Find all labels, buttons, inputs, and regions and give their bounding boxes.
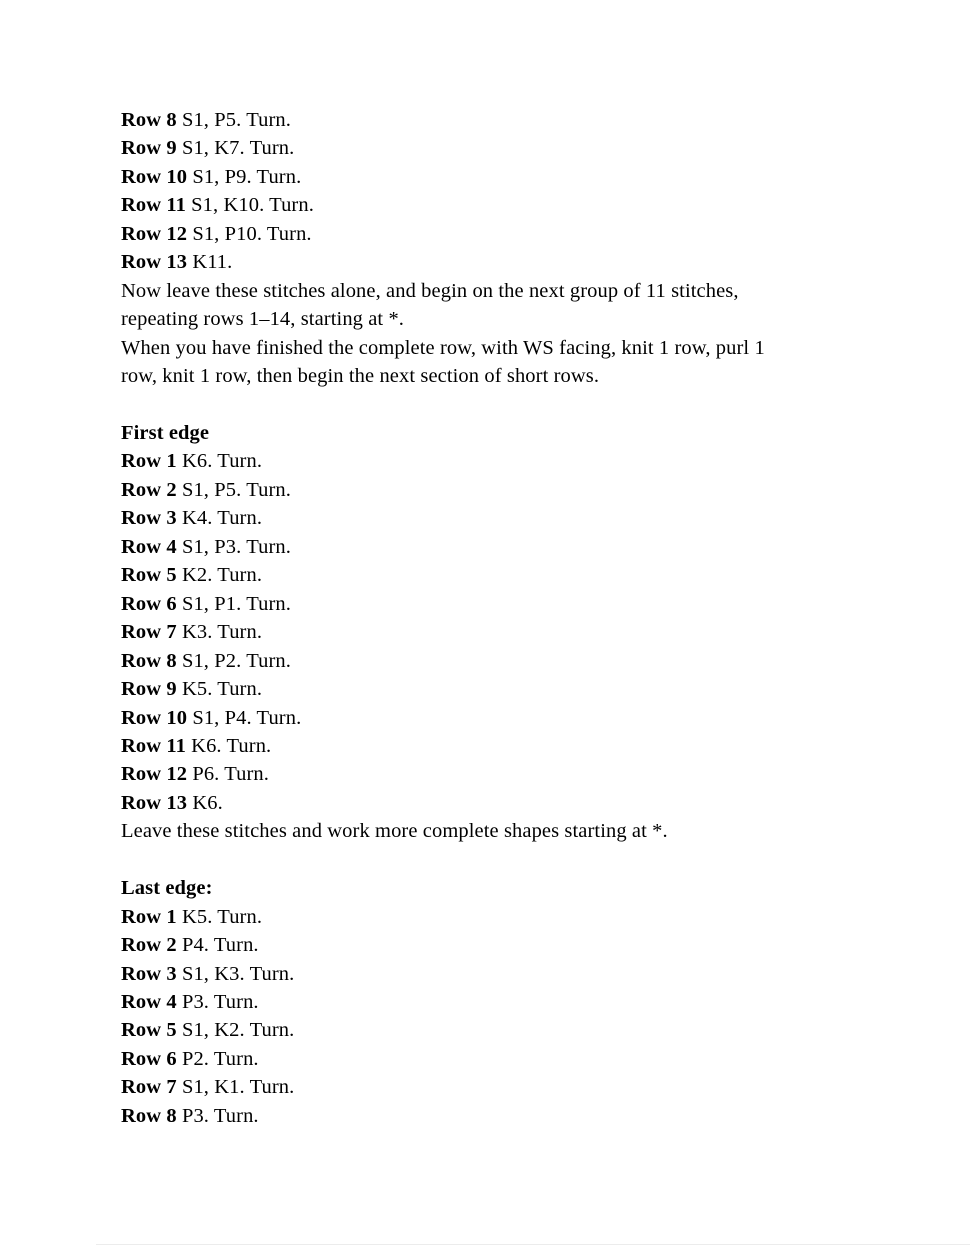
row-instruction: K6. Turn. — [176, 450, 263, 473]
row-label: Row 9 — [121, 678, 177, 701]
pattern-row — [121, 903, 866, 931]
row-instruction: S1, P2. Turn. — [176, 649, 291, 672]
pattern-row — [121, 134, 866, 162]
row-label: Row 7 — [121, 621, 177, 644]
paragraph-line: Leave these stitches and work more complete shapes starting at *. — [121, 820, 668, 843]
paragraph-line: Now leave these stitches alone, and begin on the next group of 11 stitches, — [121, 279, 739, 302]
row-instruction: K3. Turn. — [176, 621, 263, 644]
pattern-row — [121, 1045, 866, 1073]
row-instruction: K5. Turn. — [176, 678, 263, 701]
row-instruction: K6. Turn. — [185, 734, 272, 757]
row-instruction: K11. — [187, 251, 233, 274]
row-label: Row 3 — [121, 507, 177, 530]
row-instruction: S1, P10. Turn. — [187, 222, 312, 245]
paragraph-line: row, knit 1 row, then begin the next section of short rows. — [121, 365, 600, 388]
pattern-row — [121, 960, 866, 988]
row-instruction: S1, P3. Turn. — [176, 535, 291, 558]
section-heading: Last edge: — [121, 877, 213, 900]
row-label: Row 6 — [121, 592, 177, 615]
row-label: Row 13 — [121, 251, 188, 274]
row-label: Row 4 — [121, 535, 177, 558]
pattern-row — [121, 476, 866, 504]
document-text-flow — [121, 106, 866, 1130]
pattern-row — [121, 504, 866, 532]
pattern-row — [121, 1016, 866, 1044]
page-edge-line — [96, 1244, 970, 1245]
pattern-row — [121, 1073, 866, 1101]
row-instruction: S1, K10. Turn. — [185, 194, 314, 217]
row-instruction: P3. Turn. — [176, 1104, 259, 1127]
row-label: Row 8 — [121, 649, 177, 672]
row-label: Row 2 — [121, 478, 177, 501]
row-label: Row 6 — [121, 1047, 177, 1070]
pattern-row — [121, 675, 866, 703]
row-instruction: K5. Turn. — [176, 905, 263, 928]
section-first-edge — [121, 419, 866, 846]
section-heading: First edge — [121, 421, 210, 444]
pattern-row — [121, 704, 866, 732]
section-continuation — [121, 106, 866, 391]
row-instruction: P4. Turn. — [176, 934, 259, 957]
row-instruction: S1, K1. Turn. — [176, 1076, 295, 1099]
row-instruction: K2. Turn. — [176, 564, 263, 587]
pattern-row — [121, 988, 866, 1016]
row-label: Row 9 — [121, 137, 177, 160]
row-label: Row 8 — [121, 1104, 177, 1127]
row-label: Row 4 — [121, 991, 177, 1014]
row-label: Row 12 — [121, 222, 188, 245]
row-instruction: P6. Turn. — [187, 763, 270, 786]
pattern-row — [121, 220, 866, 248]
row-instruction: S1, P5. Turn. — [176, 478, 291, 501]
row-label: Row 12 — [121, 763, 188, 786]
row-label: Row 5 — [121, 564, 177, 587]
row-label: Row 8 — [121, 109, 177, 131]
pattern-row — [121, 191, 866, 219]
pattern-row — [121, 618, 866, 646]
row-instruction: S1, P4. Turn. — [187, 706, 302, 729]
row-instruction: K6. — [187, 791, 223, 814]
pattern-row — [121, 931, 866, 959]
row-instruction: S1, P5. Turn. — [176, 109, 291, 131]
row-instruction: S1, K2. Turn. — [176, 1019, 295, 1042]
row-label: Row 10 — [121, 165, 188, 188]
row-instruction: P3. Turn. — [176, 991, 259, 1014]
row-label: Row 2 — [121, 934, 177, 957]
pattern-row — [121, 163, 866, 191]
pattern-row — [121, 447, 866, 475]
pattern-row — [121, 106, 866, 134]
pattern-row — [121, 760, 866, 788]
row-instruction: S1, K3. Turn. — [176, 962, 295, 985]
row-label: Row 1 — [121, 905, 177, 928]
pattern-row — [121, 732, 866, 760]
pattern-row — [121, 533, 866, 561]
row-instruction: S1, K7. Turn. — [176, 137, 295, 160]
pattern-row — [121, 1102, 866, 1130]
row-instruction: K4. Turn. — [176, 507, 263, 530]
row-instruction: S1, P1. Turn. — [176, 592, 291, 615]
row-label: Row 7 — [121, 1076, 177, 1099]
row-label: Row 5 — [121, 1019, 177, 1042]
row-label: Row 10 — [121, 706, 188, 729]
row-instruction: P2. Turn. — [176, 1047, 259, 1070]
paragraph-line: repeating rows 1–14, starting at *. — [121, 308, 405, 331]
row-label: Row 11 — [121, 734, 186, 757]
row-label: Row 13 — [121, 791, 188, 814]
section-last-edge — [121, 874, 866, 1130]
paragraph-line: When you have finished the complete row, with WS facing, knit 1 row, purl 1 — [121, 336, 765, 359]
row-label: Row 1 — [121, 450, 177, 473]
pattern-row — [121, 561, 866, 589]
row-label: Row 11 — [121, 194, 186, 217]
pattern-row — [121, 590, 866, 618]
row-label: Row 3 — [121, 962, 177, 985]
pattern-row — [121, 647, 866, 675]
pattern-row — [121, 789, 866, 817]
pattern-row — [121, 248, 866, 276]
row-instruction: S1, P9. Turn. — [187, 165, 302, 188]
